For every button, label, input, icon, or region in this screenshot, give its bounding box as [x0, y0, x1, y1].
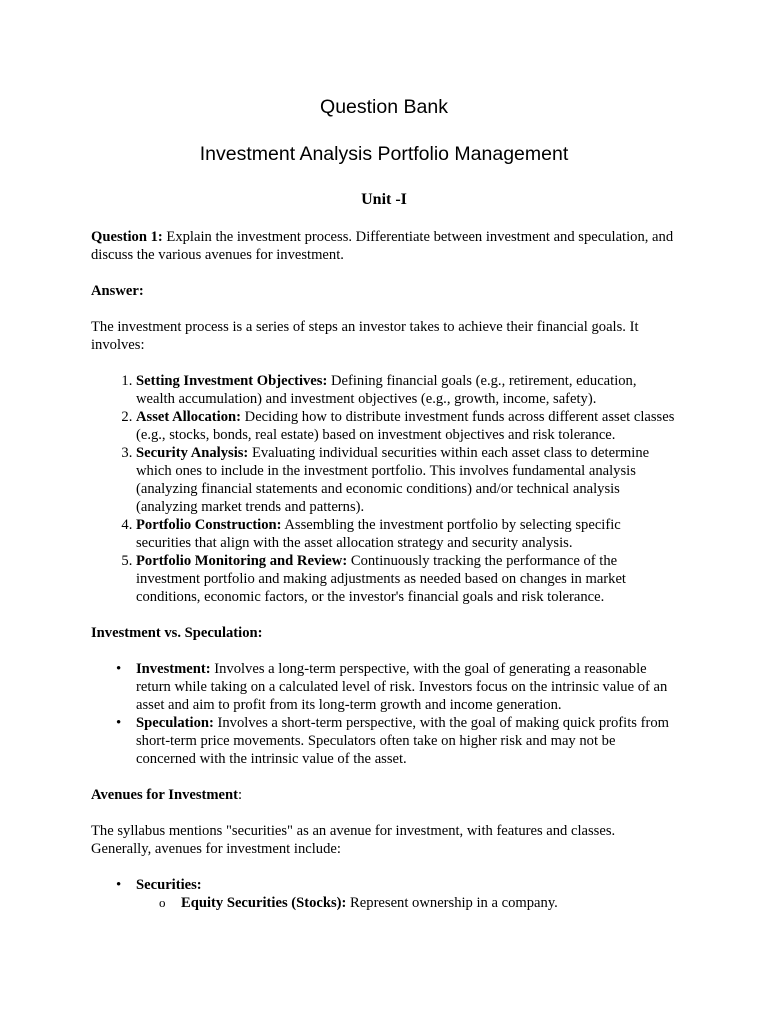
avenues-intro: The syllabus mentions "securities" as an avenue for investment, with features and classes. Generally, avenues for investment include:	[91, 823, 616, 857]
section-heading-avenues: Avenues for Investment:	[91, 787, 243, 803]
question-text: Explain the investment process. Differentiate between investment and speculation, and discuss the various avenues for investment.	[91, 229, 674, 263]
document-subtitle: Investment Analysis Portfolio Management	[199, 143, 569, 165]
sub-list	[136, 894, 678, 912]
answer-label: Answer:	[91, 283, 144, 299]
list-item: • Speculation: Involves a short-term perspective, with the goal of making quick profits from short-term price movements. Speculators often take on higher risk and may not be concerned with the intrinsic value of the asset.	[136, 714, 678, 768]
document-body	[91, 228, 678, 930]
list-item: 4. Portfolio Construction: Assembling the investment portfolio by selecting specific securities that align with the asset allocation strategy and security analysis.	[136, 516, 678, 552]
list-item: 5. Portfolio Monitoring and Review: Continuously tracking the performance of the investment portfolio and making adjustments as needed based on changes in market conditions, economic factors, or the investor's financial goals and risk tolerance.	[136, 552, 678, 606]
section-heading-vs: Investment vs. Speculation:	[91, 625, 263, 641]
list-item: 1. Setting Investment Objectives: Defining financial goals (e.g., retirement, education, wealth accumulation) and investment objectives (e.g., growth, income, safety).	[136, 372, 678, 408]
avenues-list	[91, 876, 678, 912]
list-item: 3. Security Analysis: Evaluating individual securities within each asset class to determine which ones to include in the investment portfolio. This involves fundamental analysis (analyzing financial statements and economic conditions) and/or technical analysis (analyzing market trends and patterns).	[136, 444, 678, 516]
investment-process-steps	[91, 372, 678, 606]
answer-intro: The investment process is a series of steps an investor takes to achieve their financial goals. It involves:	[91, 319, 639, 353]
list-item: • Securities: o Equity Securities (Stocks): Represent ownership in a company.	[136, 876, 678, 912]
document-title: Question Bank	[320, 96, 448, 118]
unit-heading: Unit -I	[361, 191, 407, 208]
list-item: • Investment: Involves a long-term perspective, with the goal of generating a reasonable return while taking on a calculated level of risk. Investors focus on the intrinsic value of an asset and aim to profit from its long-term growth and income generation.	[136, 660, 678, 714]
list-item: 2. Asset Allocation: Deciding how to distribute investment funds across different asset classes (e.g., stocks, bonds, real estate) based on investment objectives and risk tolerance.	[136, 408, 678, 444]
question-1	[91, 228, 678, 264]
question-label: Question 1:	[91, 229, 163, 245]
list-item: o Equity Securities (Stocks): Represent ownership in a company.	[181, 894, 678, 912]
investment-vs-speculation-list	[91, 660, 678, 768]
